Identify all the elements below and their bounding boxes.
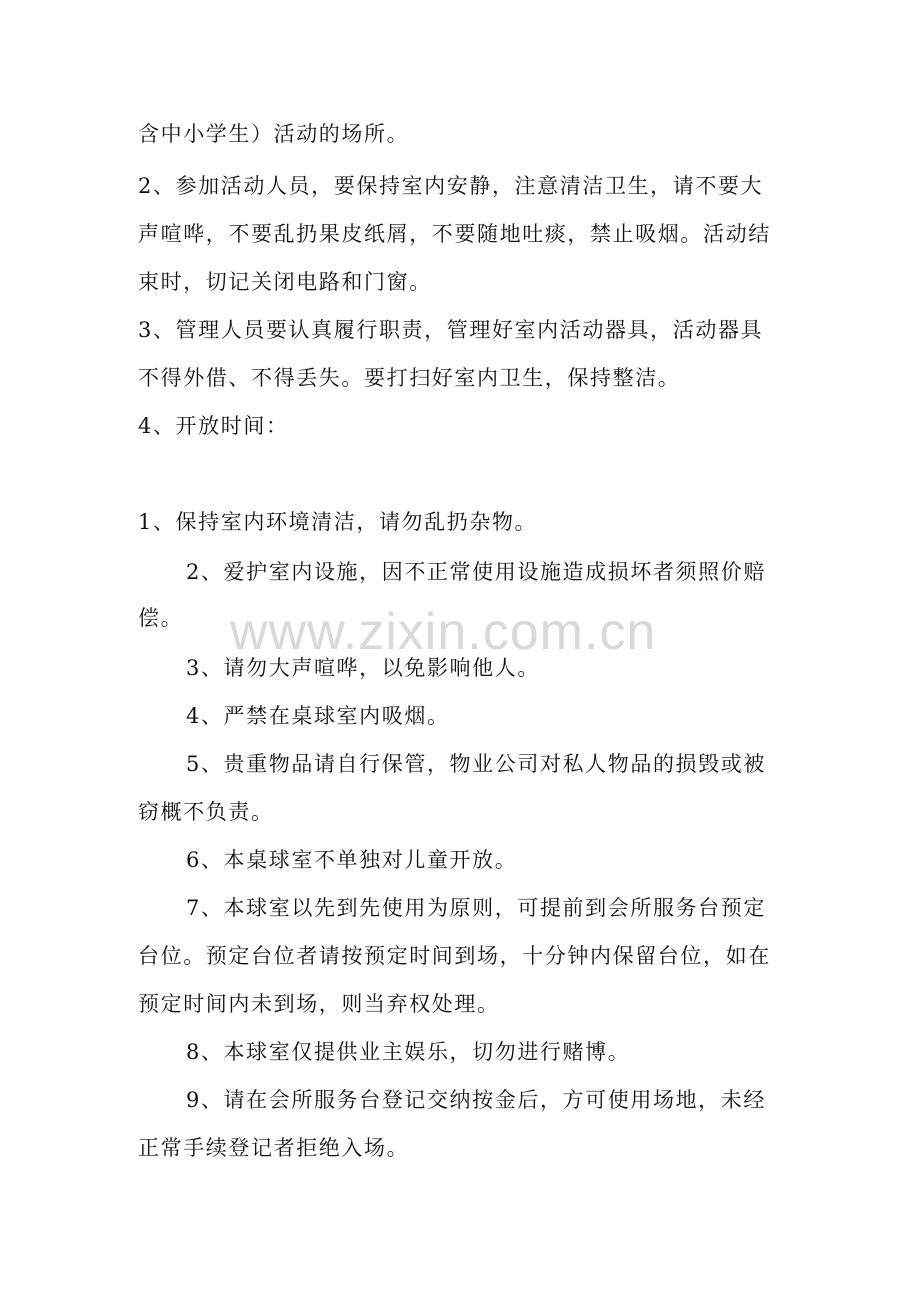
- text-line: 3、请勿大声喧哗，以免影响他人。: [186, 656, 540, 680]
- text-line: 4、开放时间：: [138, 414, 289, 438]
- text-line: 9、请在会所服务台登记交纳按金后，方可使用场地，未经: [186, 1088, 766, 1112]
- text-line: 4、严禁在桌球室内吸烟。: [186, 704, 450, 728]
- text-line: 偿。: [138, 606, 184, 630]
- text-line: 束时，切记关闭电路和门窗。: [138, 270, 432, 294]
- text-line: 8、本球室仅提供业主娱乐，切勿进行赌博。: [186, 1040, 631, 1064]
- text-line: 7、本球室以先到先使用为原则，可提前到会所服务台预定: [186, 896, 766, 920]
- text-line: 台位。预定台位者请按预定时间到场，十分钟内保留台位，如在: [138, 944, 771, 968]
- text-line: 2、爱护室内设施，因不正常使用设施造成损坏者须照价赔: [186, 560, 766, 584]
- text-line: 声喧哗，不要乱扔果皮纸屑，不要随地吐痰，禁止吸烟。活动结: [138, 222, 771, 246]
- watermark: www.zixin.com.cn: [230, 603, 657, 661]
- text-line: 2、参加活动人员，要保持室内安静，注意清洁卫生，请不要大: [138, 174, 764, 198]
- text-line: 正常手续登记者拒绝入场。: [138, 1136, 410, 1160]
- text-line: 1、保持室内环境清洁，请勿乱扔杂物。: [138, 510, 538, 534]
- text-line: 6、本桌球室不单独对儿童开放。: [186, 848, 518, 872]
- text-line: 5、贵重物品请自行保管，物业公司对私人物品的损毁或被: [186, 752, 766, 776]
- text-line: 3、管理人员要认真履行职责，管理好室内活动器具，活动器具: [138, 318, 764, 342]
- text-line: 不得外借、不得丢失。要打扫好室内卫生，保持整洁。: [138, 366, 681, 390]
- text-line: 窃概不负责。: [138, 800, 274, 824]
- text-line: 含中小学生）活动的场所。: [138, 122, 410, 146]
- text-line: 预定时间内未到场，则当弃权处理。: [138, 992, 500, 1016]
